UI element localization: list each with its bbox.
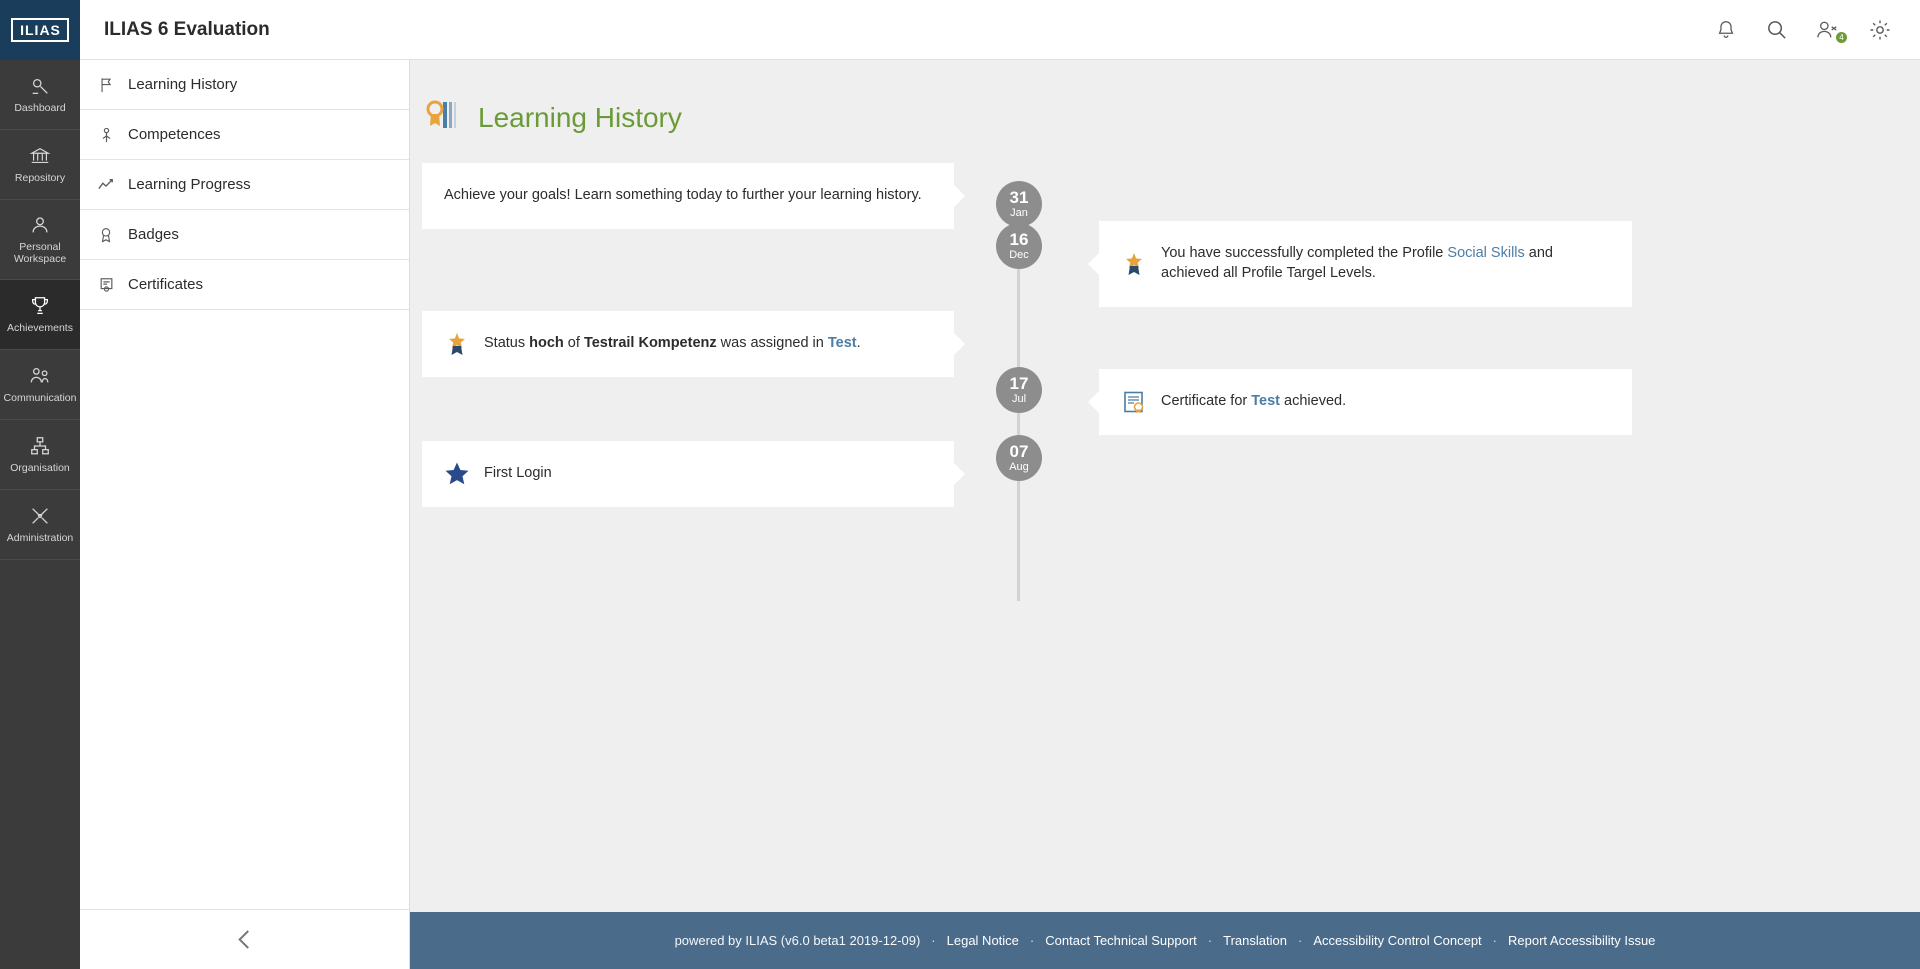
ilias-logo[interactable] — [0, 0, 80, 60]
collapse-sidebar-button[interactable] — [80, 909, 410, 969]
competence-icon — [98, 127, 114, 143]
sidebar-item-label: Dashboard — [14, 101, 66, 114]
user-notification-badge: 4 — [1836, 32, 1847, 43]
badge-icon — [98, 227, 114, 243]
tools-icon — [29, 505, 51, 527]
communication-icon — [29, 365, 51, 387]
sidebar-item-dashboard[interactable] — [0, 60, 80, 130]
top-bar — [0, 0, 1920, 60]
timeline-date-day: 16 — [1009, 230, 1029, 249]
timeline-date-month: Jan — [1010, 207, 1028, 219]
sidebar-item-label: Administration — [6, 531, 74, 544]
blue-star-icon — [444, 461, 470, 487]
top-bar-actions — [1715, 18, 1920, 42]
footer-version: powered by ILIAS (v6.0 beta1 2019-12-09) — [674, 933, 921, 948]
timeline-date-month: Aug — [1009, 461, 1029, 473]
sidebar-item-label: Communication — [3, 391, 77, 404]
timeline-date-day: 31 — [1009, 188, 1029, 207]
notification-bell-icon[interactable] — [1715, 19, 1737, 41]
footer-link-translation[interactable]: Translation — [1223, 933, 1287, 948]
timeline-date-marker — [996, 223, 1042, 269]
timeline-card-text: Achieve your goals! Learn something today to further your learning history. — [444, 187, 922, 204]
page-header — [410, 60, 1920, 137]
sub-item-label: Competences — [128, 126, 221, 143]
timeline-card-text: First Login — [484, 465, 552, 482]
timeline-card-text: You have successfully completed the Profile Social Skills and achieved all Profile Targel Levels. — [1161, 245, 1553, 281]
sidebar-item-competences[interactable] — [80, 110, 409, 160]
sidebar-item-certificates[interactable] — [80, 260, 409, 310]
page-footer — [410, 912, 1920, 969]
main-content — [410, 60, 1920, 969]
timeline-card-goal — [422, 163, 954, 229]
bank-icon — [29, 145, 51, 167]
timeline-date-month: Jul — [1011, 393, 1027, 405]
sidebar-item-administration[interactable] — [0, 490, 80, 560]
chevron-left-icon — [238, 930, 256, 948]
sub-navigation-panel — [80, 60, 410, 969]
card-pointer — [954, 333, 965, 355]
sidebar-item-label: Personal Workspace — [13, 240, 67, 265]
footer-separator: · — [1492, 933, 1498, 948]
learning-history-icon — [426, 98, 462, 137]
card-pointer — [1088, 391, 1099, 413]
card-pointer — [954, 463, 965, 485]
learning-history-timeline — [410, 163, 1920, 863]
page-app-title: ILIAS 6 Evaluation — [104, 18, 270, 40]
sub-item-label: Learning Progress — [128, 176, 251, 193]
footer-separator: · — [1029, 933, 1035, 948]
flag-icon — [98, 77, 114, 93]
sidebar-item-learning-history[interactable] — [80, 60, 409, 110]
chart-line-icon — [98, 177, 114, 193]
sidebar-item-communication[interactable] — [0, 350, 80, 420]
sidebar-item-organisation[interactable] — [0, 420, 80, 490]
card-pointer — [1088, 253, 1099, 275]
star-badge-icon — [1121, 252, 1147, 276]
gear-icon[interactable] — [1868, 18, 1892, 42]
certificate-icon — [98, 277, 114, 293]
person-icon — [29, 214, 51, 236]
card-pointer — [954, 185, 965, 207]
timeline-card-text: Certificate for Test achieved. — [1161, 393, 1347, 410]
footer-link-contact-support[interactable]: Contact Technical Support — [1045, 933, 1197, 948]
sidebar-item-label: Repository — [14, 171, 66, 184]
timeline-date-marker — [996, 181, 1042, 227]
footer-separator: · — [931, 933, 936, 948]
sidebar-item-personal-workspace[interactable] — [0, 200, 80, 280]
organisation-icon — [29, 435, 51, 457]
main-sidebar — [0, 60, 80, 969]
ilias-logo-text: ILIAS — [11, 18, 69, 42]
sidebar-item-label: Achievements — [7, 321, 73, 334]
footer-link-legal-notice[interactable]: Legal Notice — [946, 933, 1019, 948]
dashboard-icon — [29, 75, 51, 97]
certificate-doc-icon — [1121, 390, 1147, 414]
timeline-card-first-login — [422, 441, 954, 507]
star-badge-icon — [444, 332, 470, 356]
sub-item-label: Learning History — [128, 76, 238, 93]
sub-item-label: Badges — [128, 226, 179, 243]
timeline-date-month: Dec — [1009, 249, 1029, 261]
timeline-date-day: 07 — [1009, 442, 1029, 461]
page-title: Learning History — [478, 101, 682, 133]
timeline-card-certificate — [1099, 369, 1632, 435]
sidebar-item-badges[interactable] — [80, 210, 409, 260]
trophy-icon — [29, 295, 51, 317]
sidebar-item-repository[interactable] — [0, 130, 80, 200]
footer-link-accessibility-control-concept[interactable]: Accessibility Control Concept — [1313, 933, 1482, 948]
user-icon[interactable] — [1816, 19, 1844, 42]
timeline-date-day: 17 — [1009, 374, 1029, 393]
sidebar-item-learning-progress[interactable] — [80, 160, 409, 210]
timeline-date-marker — [996, 367, 1042, 413]
footer-link-report-accessibility-issue[interactable]: Report Accessibility Issue — [1508, 933, 1656, 948]
timeline-card-competence-status — [422, 311, 954, 377]
timeline-card-profile-completed — [1099, 221, 1632, 307]
sidebar-item-label: Organisation — [10, 461, 70, 474]
footer-separator: · — [1207, 933, 1213, 948]
timeline-card-text: Status hoch of Testrail Kompetenz was assigned in Test. — [484, 335, 861, 352]
search-icon[interactable] — [1765, 18, 1788, 41]
sub-item-label: Certificates — [128, 276, 204, 293]
sidebar-item-achievements[interactable] — [0, 280, 80, 350]
timeline-date-marker — [996, 435, 1042, 481]
footer-separator: · — [1297, 933, 1303, 948]
